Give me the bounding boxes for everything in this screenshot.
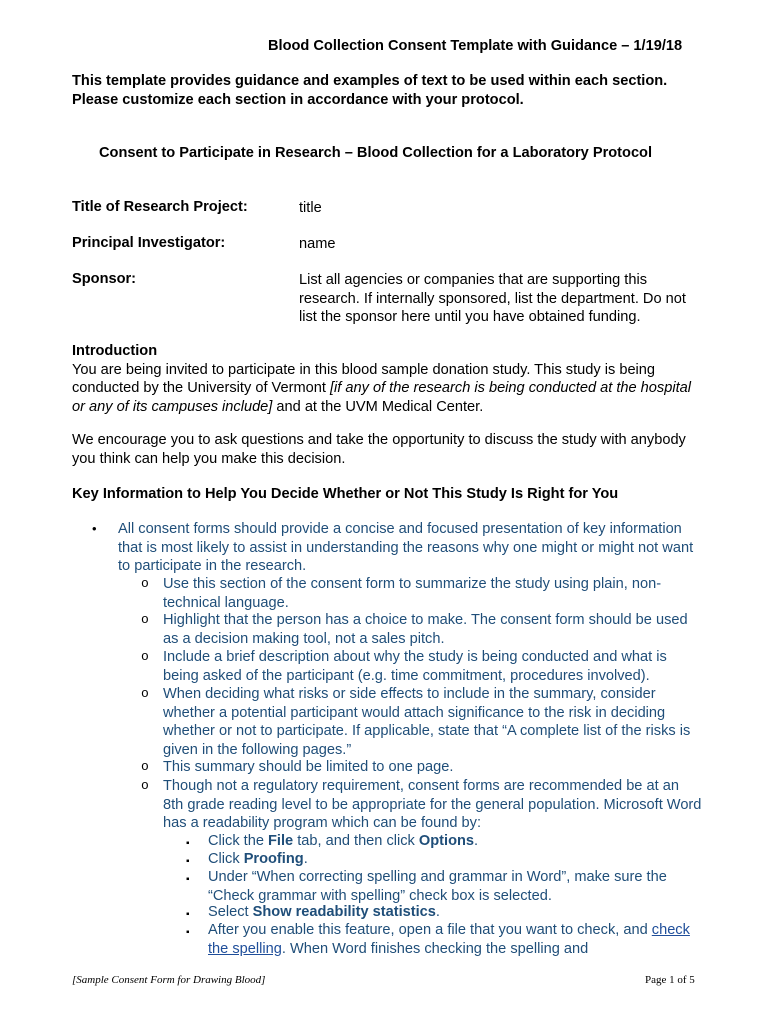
step-text: Under “When correcting spelling and grammar in Word”, make sure the “Check grammar with spelling” check box is selected. [208, 869, 667, 904]
consent-title: Consent to Participate in Research – Blood Collection for a Laboratory Protocol [99, 145, 653, 161]
proofing-term: Proofing [243, 851, 304, 867]
readability-term: Show readability statistics [252, 904, 436, 920]
sub-bullet-marker: o [141, 686, 149, 701]
list-item [141, 648, 702, 685]
square-bullet-marker: ▪ [186, 838, 190, 849]
step-2-text: Click [208, 851, 244, 867]
sub-bullet-marker: o [141, 778, 149, 793]
square-bullet-marker: ▪ [186, 856, 190, 867]
sub-bullet-text: Use this section of the consent form to summarize the study using plain, non-technical language. [163, 576, 662, 611]
square-bullet-marker: ▪ [186, 874, 190, 885]
project-title-label: Title of Research Project: [72, 199, 248, 215]
key-information-heading: Key Information to Help You Decide Whether or Not This Study Is Right for You [72, 486, 619, 502]
check-spelling-link[interactable]: check the spelling [208, 922, 690, 957]
sub-bullet-text: Include a brief description about why the study is being conducted and what is being asked of the participant (e.g. time commitment, procedures involved). [163, 649, 667, 684]
introduction-heading: Introduction [72, 343, 158, 359]
step-2-period: . [303, 851, 308, 867]
template-notice [72, 72, 712, 109]
options-term: Options [418, 833, 475, 849]
principal-investigator-value: name [299, 236, 336, 252]
introduction-section [72, 342, 702, 416]
list-item [186, 921, 702, 958]
sponsor-label: Sponsor: [72, 271, 137, 287]
template-notice-line-2: Please customize each section in accordance with your protocol. [72, 91, 524, 108]
introduction-paragraph-2: We encourage you to ask questions and take the opportunity to discuss the study with anybody you think can help you make this decision. [72, 432, 686, 467]
list-item [92, 520, 702, 576]
list-item [141, 685, 702, 759]
sub-bullet-text: When deciding what risks or side effects to include in the summary, consider whether a potential participant would attach significance to the risk in deciding whether or not to participate. If applicable, state that “A complete list of the risks is given in the following pages.” [163, 686, 691, 758]
step-5-text-end: . When Word finishes checking the spelling and [281, 940, 589, 957]
principal-investigator-label: Principal Investigator: [72, 235, 226, 251]
list-item [141, 611, 702, 648]
list-item [141, 777, 702, 833]
step-1-period: . [474, 833, 479, 849]
step-5-text: After you enable this feature, open a file that you want to check, and [208, 922, 652, 938]
square-bullet-marker: ▪ [186, 927, 190, 938]
list-item [141, 758, 702, 777]
list-item [141, 575, 702, 612]
sub-bullet-text: Though not a regulatory requirement, consent forms are recommended be at an 8th grade reading level to be appropriate for the general population. Microsoft Word has a readability program which can be found by: [163, 778, 702, 831]
sub-bullet-text: Highlight that the person has a choice to make. The consent form should be used as a decision making tool, not a sales pitch. [163, 612, 688, 647]
intro-text-italic: [if any of the research is being conducted at the hospital or any of its campuses include] [72, 380, 691, 415]
document-header-title: Blood Collection Consent Template with Guidance – 1/19/18 [268, 38, 683, 54]
step-4-period: . [435, 904, 440, 920]
sub-bullet-text: This summary should be limited to one page. [163, 759, 454, 775]
sub-bullet-marker: o [141, 759, 149, 774]
introduction-paragraph-1 [72, 361, 702, 417]
step-4-text: Select [208, 904, 253, 920]
sub-bullet-marker: o [141, 612, 149, 627]
step-1-text: Click the [208, 833, 269, 849]
step-text [208, 921, 702, 958]
step-1-text-mid: tab, and then click [293, 833, 419, 849]
project-title-value: title [299, 200, 322, 216]
sub-bullet-marker: o [141, 649, 149, 664]
intro-text-b: and at the UVM Medical Center. [272, 398, 484, 415]
list-item [186, 868, 702, 905]
footer-document-name: [Sample Consent Form for Drawing Blood] [72, 974, 266, 986]
footer-page-number: Page 1 of 5 [645, 974, 695, 986]
square-bullet-marker: ▪ [186, 909, 190, 920]
template-notice-line-1: This template provides guidance and examples of text to be used within each section. [72, 73, 668, 89]
sub-bullet-marker: o [141, 576, 149, 591]
bullet-marker: • [92, 521, 97, 536]
file-tab-term: File [268, 833, 294, 849]
intro-text-a: You are being invited to participate in this blood sample donation study. This study is being conducted by the University of Vermont [72, 361, 656, 396]
sponsor-value: List all agencies or companies that are supporting this research. If internally sponsored, list the department. Do not list the sponsor here until you have obtained funding. [299, 272, 686, 325]
bullet-text: All consent forms should provide a concise and focused presentation of key information that is most likely to assist in understanding the reasons why one might or might not want to participate in the research. [118, 521, 694, 574]
